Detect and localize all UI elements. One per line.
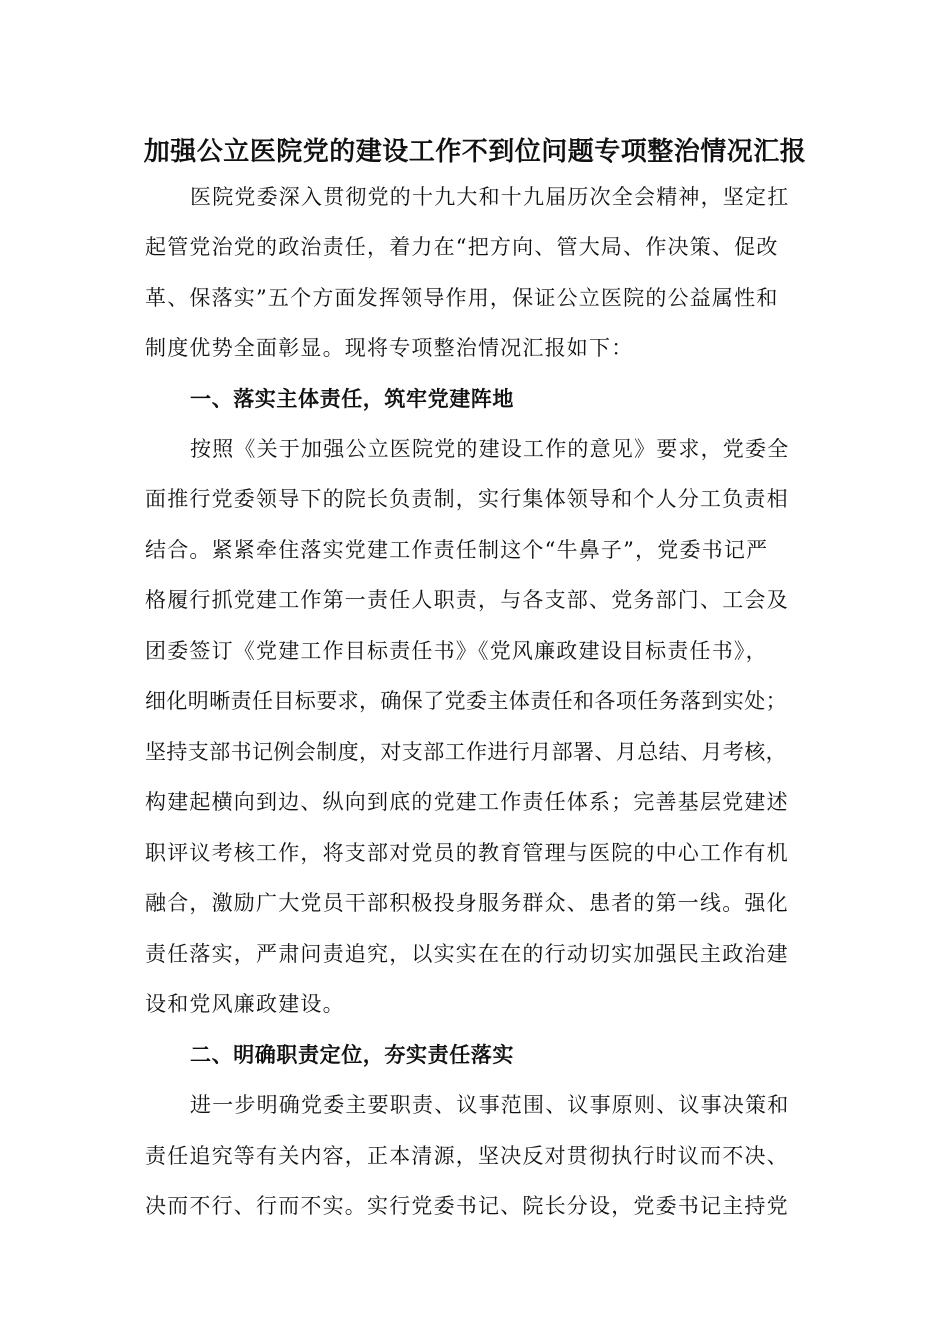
- paragraph-line: 进一步明确党委主要职责、议事范围、议事原则、议事决策和: [190, 1093, 790, 1117]
- paragraph-line: 革、保落实”五个方面发挥领导作用，保证公立医院的公益属性和: [145, 286, 779, 310]
- paragraph-line: 医院党委深入贯彻党的十九大和十九届历次全会精神，坚定扛: [190, 185, 790, 209]
- paragraph-line: 结合。紧紧牵住落实党建工作责任制这个“牛鼻子”，党委书记严: [145, 538, 769, 562]
- section-heading-2: 二、明确职责定位，夯实责任落实: [190, 1042, 514, 1067]
- paragraph-line: 细化明晰责任目标要求，确保了党委主体责任和各项任务落到实处；: [145, 689, 787, 713]
- paragraph-line: 构建起横向到边、纵向到底的党建工作责任体系；完善基层党建述: [145, 790, 789, 814]
- paragraph-line: 按照《关于加强公立医院党的建设工作的意见》要求，党委全: [190, 437, 790, 461]
- paragraph-line: 设和党风廉政建设。: [145, 992, 345, 1016]
- paragraph-line: 决而不行、行而不实。实行党委书记、院长分设，党委书记主持党: [145, 1194, 789, 1218]
- paragraph-line: 面推行党委领导下的院长负责制，实行集体领导和个人分工负责相: [145, 487, 789, 511]
- paragraph-line: 责任落实，严肃问责追究，以实实在在的行动切实加强民主政治建: [145, 942, 789, 966]
- paragraph-line: 职评议考核工作，将支部对党员的教育管理与医院的中心工作有机: [145, 841, 789, 865]
- paragraph-line: 责任追究等有关内容，正本清源，坚决反对贯彻执行时议而不决、: [145, 1144, 789, 1168]
- section-heading-1: 一、落实主体责任，筑牢党建阵地: [190, 386, 514, 411]
- paragraph-line: 起管党治党的政治责任，着力在“把方向、管大局、作决策、促改: [145, 235, 779, 259]
- paragraph-line: 坚持支部书记例会制度，对支部工作进行月部署、月总结、月考核，: [145, 740, 787, 764]
- paragraph-line: 制度优势全面彰显。现将专项整治情况汇报如下：: [145, 336, 634, 360]
- paragraph-line: 格履行抓党建工作第一责任人职责，与各支部、党务部门、工会及: [145, 588, 789, 612]
- document-title: 加强公立医院党的建设工作不到位问题专项整治情况汇报: [143, 137, 807, 167]
- paragraph-line: 融合，激励广大党员干部积极投身服务群众、患者的第一线。强化: [145, 891, 789, 915]
- paragraph-line: 团委签订《党建工作目标责任书》《党风廉政建设目标责任书》，: [145, 639, 768, 663]
